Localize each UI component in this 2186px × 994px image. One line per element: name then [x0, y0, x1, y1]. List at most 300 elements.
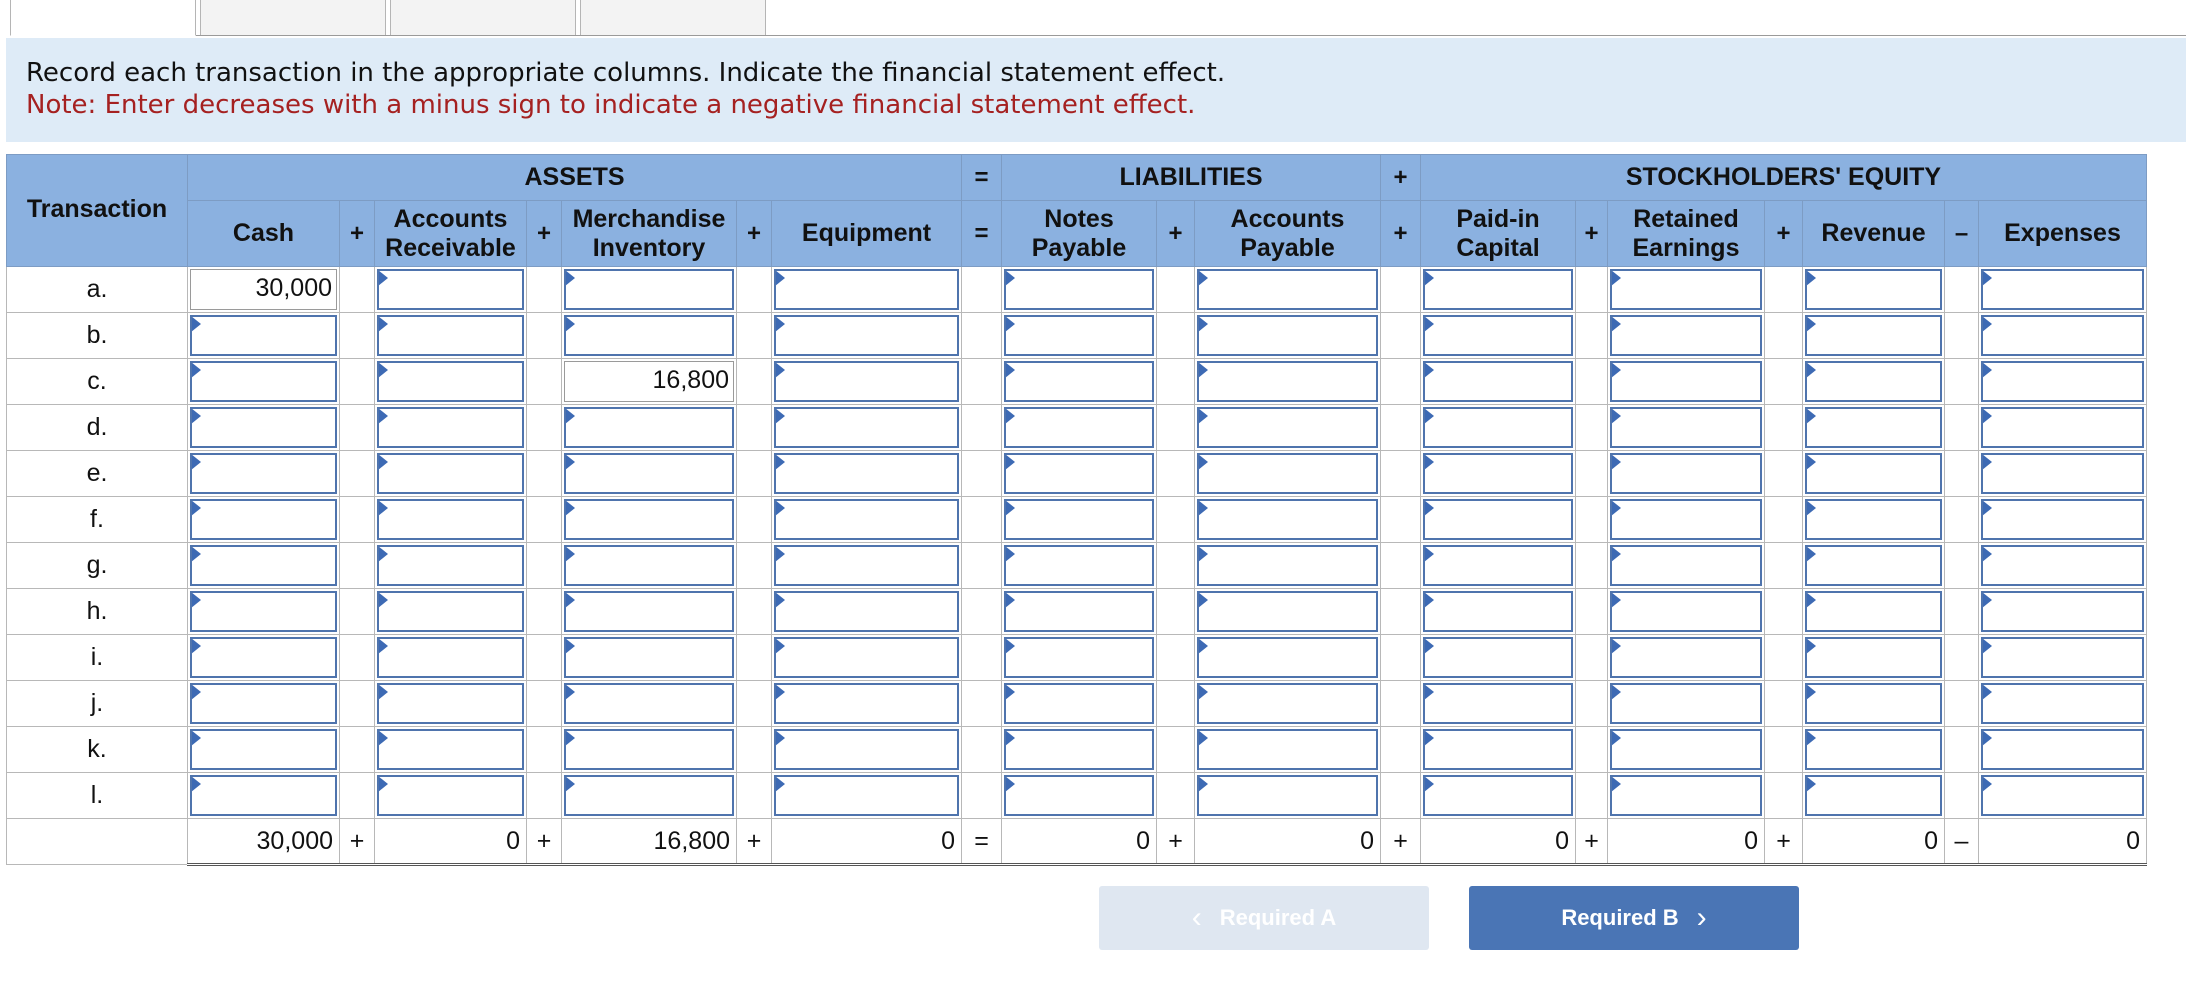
total-value: 30,000	[188, 819, 340, 865]
operator-spacer	[1945, 773, 1979, 819]
operator-spacer	[527, 497, 562, 543]
amount-input[interactable]	[190, 683, 337, 724]
assets-header: ASSETS	[188, 155, 962, 201]
col-op-1: +	[340, 201, 375, 267]
operator-spacer	[1381, 497, 1421, 543]
amount-input[interactable]	[1805, 361, 1942, 402]
amount-input[interactable]	[1805, 729, 1942, 770]
amount-input[interactable]	[1197, 591, 1378, 632]
amount-input[interactable]	[190, 269, 337, 310]
operator-spacer	[962, 451, 1002, 497]
amount-input[interactable]	[1610, 453, 1762, 494]
entry-cell	[562, 543, 737, 589]
input-marker-icon	[1806, 362, 1816, 378]
amount-input[interactable]	[1981, 591, 2144, 632]
operator-spacer	[1381, 681, 1421, 727]
amount-input[interactable]	[1004, 775, 1154, 816]
operator-spacer	[737, 497, 772, 543]
entry-cell	[1195, 267, 1381, 313]
col-op-6: +	[1381, 201, 1421, 267]
operator-spacer	[962, 681, 1002, 727]
instructions-text: Record each transaction in the appropriate columns. Indicate the financial statement effect.	[26, 58, 1226, 88]
entry-cell	[1002, 451, 1157, 497]
amount-input[interactable]	[1981, 729, 2144, 770]
table-row	[7, 773, 2147, 819]
input-marker-icon	[1005, 730, 1015, 746]
tab-required-d[interactable]	[580, 0, 766, 36]
transaction-label: e.	[7, 451, 188, 497]
input-marker-icon	[191, 776, 201, 792]
amount-input[interactable]	[377, 315, 524, 356]
entry-cell	[375, 773, 527, 819]
amount-input[interactable]	[564, 269, 734, 310]
amount-input[interactable]	[1423, 545, 1573, 586]
operator-spacer	[962, 773, 1002, 819]
amount-input[interactable]	[1004, 453, 1154, 494]
amount-input[interactable]	[1004, 637, 1154, 678]
operator-spacer	[1381, 451, 1421, 497]
amount-input[interactable]	[774, 729, 959, 770]
amount-input[interactable]	[1423, 591, 1573, 632]
input-marker-icon	[1198, 454, 1208, 470]
amount-input[interactable]	[1981, 637, 2144, 678]
entry-cell	[375, 543, 527, 589]
input-marker-icon	[1982, 362, 1992, 378]
amount-input[interactable]	[1197, 637, 1378, 678]
col-equipment: Equipment	[772, 201, 962, 267]
input-marker-icon	[1424, 362, 1434, 378]
col-op-4: =	[962, 201, 1002, 267]
operator-spacer	[340, 635, 375, 681]
amount-input[interactable]	[1197, 269, 1378, 310]
operator-spacer	[962, 543, 1002, 589]
entry-cell	[772, 773, 962, 819]
transaction-header: Transaction	[7, 155, 188, 267]
operator-spacer	[962, 405, 1002, 451]
amount-input[interactable]	[1610, 637, 1762, 678]
input-marker-icon	[1198, 592, 1208, 608]
col-accounts-receivable: Accounts Receivable	[375, 201, 527, 267]
tab-required-c[interactable]	[390, 0, 576, 36]
entry-cell	[375, 313, 527, 359]
operator-spacer	[1945, 359, 1979, 405]
entry-cell	[1979, 681, 2147, 727]
operator-spacer	[737, 543, 772, 589]
liabilities-header: LIABILITIES	[1002, 155, 1381, 201]
table-row	[7, 405, 2147, 451]
amount-input[interactable]	[774, 591, 959, 632]
amount-input[interactable]	[1197, 315, 1378, 356]
input-marker-icon	[1198, 730, 1208, 746]
amount-input[interactable]	[774, 637, 959, 678]
input-marker-icon	[1611, 362, 1621, 378]
input-marker-icon	[1982, 638, 1992, 654]
amount-input[interactable]	[1610, 591, 1762, 632]
amount-input[interactable]	[1981, 775, 2144, 816]
input-marker-icon	[1424, 316, 1434, 332]
entry-cell	[1979, 313, 2147, 359]
operator-spacer	[1381, 313, 1421, 359]
operator-spacer	[1157, 497, 1195, 543]
input-marker-icon	[378, 270, 388, 286]
input-marker-icon	[191, 362, 201, 378]
amount-input[interactable]	[774, 361, 959, 402]
entry-cell	[772, 313, 962, 359]
col-cash: Cash	[188, 201, 340, 267]
input-marker-icon	[191, 546, 201, 562]
entry-cell	[1979, 405, 2147, 451]
operator-spacer	[1945, 451, 1979, 497]
input-marker-icon	[1611, 316, 1621, 332]
amount-input[interactable]	[1805, 591, 1942, 632]
input-marker-icon	[191, 638, 201, 654]
amount-input[interactable]	[377, 361, 524, 402]
amount-input[interactable]	[1423, 315, 1573, 356]
input-marker-icon	[565, 730, 575, 746]
entry-cell	[562, 727, 737, 773]
operator-spacer	[527, 405, 562, 451]
amount-input[interactable]	[1610, 315, 1762, 356]
col-expenses: Expenses	[1979, 201, 2147, 267]
operator-spacer	[1576, 681, 1608, 727]
amount-input[interactable]	[1423, 407, 1573, 448]
input-marker-icon	[1424, 684, 1434, 700]
input-marker-icon	[1005, 408, 1015, 424]
table-row	[7, 451, 2147, 497]
input-marker-icon	[1005, 776, 1015, 792]
operator-spacer	[1381, 405, 1421, 451]
amount-input[interactable]	[190, 545, 337, 586]
operator-spacer	[527, 681, 562, 727]
entry-cell	[1195, 497, 1381, 543]
amount-input[interactable]	[1197, 775, 1378, 816]
input-marker-icon	[565, 270, 575, 286]
operator-spacer	[1381, 359, 1421, 405]
operator-spacer	[1576, 727, 1608, 773]
total-operator: +	[1157, 819, 1195, 865]
entry-cell	[375, 635, 527, 681]
operator-spacer	[737, 773, 772, 819]
amount-input[interactable]	[1423, 775, 1573, 816]
total-value: 0	[1803, 819, 1945, 865]
amount-input[interactable]	[1610, 729, 1762, 770]
amount-input[interactable]	[377, 775, 524, 816]
amount-input[interactable]	[1004, 545, 1154, 586]
amount-input[interactable]	[564, 683, 734, 724]
amount-input[interactable]	[774, 315, 959, 356]
amount-input[interactable]	[1805, 453, 1942, 494]
amount-input[interactable]	[1423, 683, 1573, 724]
operator-spacer	[1576, 405, 1608, 451]
entry-cell	[1979, 773, 2147, 819]
input-marker-icon	[191, 592, 201, 608]
operator-spacer	[737, 681, 772, 727]
operator-spacer	[737, 635, 772, 681]
input-marker-icon	[1005, 638, 1015, 654]
transaction-grid	[6, 154, 2147, 866]
amount-input[interactable]	[564, 453, 734, 494]
entry-cell	[562, 405, 737, 451]
operator-spacer	[1381, 635, 1421, 681]
transaction-label: k.	[7, 727, 188, 773]
entry-cell	[562, 635, 737, 681]
amount-input[interactable]	[1610, 361, 1762, 402]
entry-cell	[1803, 267, 1945, 313]
amount-input[interactable]	[1610, 775, 1762, 816]
entry-cell	[1803, 543, 1945, 589]
operator-spacer	[1157, 635, 1195, 681]
amount-input[interactable]	[190, 361, 337, 402]
input-marker-icon	[1982, 730, 1992, 746]
input-marker-icon	[191, 500, 201, 516]
input-marker-icon	[191, 454, 201, 470]
amount-input[interactable]	[1004, 591, 1154, 632]
amount-input[interactable]	[1004, 499, 1154, 540]
amount-input[interactable]	[1981, 315, 2144, 356]
transaction-label: a.	[7, 267, 188, 313]
transaction-label: l.	[7, 773, 188, 819]
amount-input[interactable]	[1004, 407, 1154, 448]
amount-input[interactable]	[1981, 269, 2144, 310]
amount-input[interactable]	[377, 591, 524, 632]
next-required-button[interactable]	[1469, 886, 1799, 950]
amount-input[interactable]	[564, 407, 734, 448]
input-marker-icon	[1982, 500, 1992, 516]
amount-input[interactable]	[1197, 407, 1378, 448]
amount-input[interactable]	[774, 407, 959, 448]
input-marker-icon	[1424, 546, 1434, 562]
amount-input[interactable]	[190, 315, 337, 356]
input-marker-icon	[565, 776, 575, 792]
entry-cell	[1421, 635, 1576, 681]
amount-input[interactable]	[1004, 683, 1154, 724]
amount-input[interactable]	[1981, 407, 2144, 448]
operator-spacer	[962, 635, 1002, 681]
amount-input[interactable]	[1197, 361, 1378, 402]
transaction-label: c.	[7, 359, 188, 405]
amount-input[interactable]	[1610, 545, 1762, 586]
operator-spacer	[737, 267, 772, 313]
entry-cell	[1195, 359, 1381, 405]
amount-input[interactable]	[1981, 545, 2144, 586]
input-marker-icon	[1198, 408, 1208, 424]
col-op-8: +	[1765, 201, 1803, 267]
operator-spacer	[527, 267, 562, 313]
operator-spacer	[340, 681, 375, 727]
amount-input[interactable]	[190, 453, 337, 494]
amount-input[interactable]	[1981, 453, 2144, 494]
operator-spacer	[1945, 635, 1979, 681]
entry-cell	[1803, 635, 1945, 681]
col-accounts-payable: Accounts Payable	[1195, 201, 1381, 267]
amount-input[interactable]	[774, 453, 959, 494]
operator-spacer	[1765, 543, 1803, 589]
amount-input[interactable]	[774, 775, 959, 816]
amount-input[interactable]	[564, 591, 734, 632]
amount-input[interactable]	[377, 269, 524, 310]
amount-input[interactable]	[564, 775, 734, 816]
transaction-label: g.	[7, 543, 188, 589]
total-value: 0	[772, 819, 962, 865]
entry-cell	[188, 313, 340, 359]
amount-input[interactable]	[774, 269, 959, 310]
entry-cell	[1421, 727, 1576, 773]
amount-input[interactable]	[377, 637, 524, 678]
amount-input[interactable]	[564, 499, 734, 540]
entry-cell	[1979, 543, 2147, 589]
amount-input[interactable]	[1423, 729, 1573, 770]
amount-input[interactable]	[1004, 269, 1154, 310]
total-operator: +	[1381, 819, 1421, 865]
total-operator: –	[1945, 819, 1979, 865]
input-marker-icon	[378, 362, 388, 378]
operator-spacer	[1765, 635, 1803, 681]
input-marker-icon	[378, 776, 388, 792]
amount-input[interactable]	[1610, 499, 1762, 540]
amount-input[interactable]	[1805, 407, 1942, 448]
amount-input[interactable]	[190, 637, 337, 678]
amount-input[interactable]	[190, 591, 337, 632]
entry-cell	[772, 681, 962, 727]
amount-input[interactable]	[377, 407, 524, 448]
entry-cell	[375, 497, 527, 543]
operator-spacer	[737, 451, 772, 497]
operator-spacer	[527, 773, 562, 819]
prev-required-button[interactable]	[1099, 886, 1429, 950]
input-marker-icon	[1806, 638, 1816, 654]
amount-input[interactable]	[1981, 683, 2144, 724]
entry-cell	[1421, 773, 1576, 819]
input-marker-icon	[1005, 592, 1015, 608]
entry-cell	[188, 359, 340, 405]
entry-cell	[1195, 313, 1381, 359]
amount-input[interactable]	[1423, 453, 1573, 494]
total-value: 0	[1421, 819, 1576, 865]
entry-cell	[562, 589, 737, 635]
entry-cell	[1421, 681, 1576, 727]
total-operator: +	[340, 819, 375, 865]
equity-header: STOCKHOLDERS' EQUITY	[1421, 155, 2147, 201]
amount-input[interactable]	[1197, 499, 1378, 540]
amount-input[interactable]	[377, 545, 524, 586]
amount-input[interactable]	[1004, 315, 1154, 356]
amount-input[interactable]	[1805, 315, 1942, 356]
amount-input[interactable]	[377, 499, 524, 540]
entry-cell	[562, 497, 737, 543]
amount-input[interactable]	[1197, 729, 1378, 770]
amount-input[interactable]	[1610, 407, 1762, 448]
amount-input[interactable]	[1004, 361, 1154, 402]
amount-input[interactable]	[1423, 637, 1573, 678]
entry-cell	[1002, 589, 1157, 635]
operator-spacer	[1381, 727, 1421, 773]
amount-input[interactable]	[377, 453, 524, 494]
entry-cell	[772, 405, 962, 451]
amount-input[interactable]	[1805, 637, 1942, 678]
operator-spacer	[1576, 589, 1608, 635]
amount-input[interactable]	[774, 499, 959, 540]
amount-input[interactable]	[564, 637, 734, 678]
amount-input[interactable]	[377, 729, 524, 770]
entry-cell	[1979, 359, 2147, 405]
tab-required-b[interactable]	[200, 0, 386, 36]
amount-input[interactable]	[1805, 545, 1942, 586]
amount-input[interactable]	[564, 361, 734, 402]
col-op-7: +	[1576, 201, 1608, 267]
amount-input[interactable]	[190, 775, 337, 816]
amount-input[interactable]	[1981, 499, 2144, 540]
entry-cell	[1002, 681, 1157, 727]
amount-input[interactable]	[1423, 361, 1573, 402]
amount-input[interactable]	[377, 683, 524, 724]
input-marker-icon	[1424, 638, 1434, 654]
amount-input[interactable]	[774, 545, 959, 586]
input-marker-icon	[1198, 270, 1208, 286]
entry-cell	[1421, 359, 1576, 405]
table-row	[7, 267, 2147, 313]
operator-spacer	[527, 543, 562, 589]
entry-cell	[1803, 773, 1945, 819]
operator-spacer	[962, 589, 1002, 635]
input-marker-icon	[1806, 684, 1816, 700]
amount-input[interactable]	[564, 729, 734, 770]
amount-input[interactable]	[1805, 775, 1942, 816]
amount-input[interactable]	[1004, 729, 1154, 770]
operator-spacer	[1576, 773, 1608, 819]
input-marker-icon	[1806, 730, 1816, 746]
table-row	[7, 589, 2147, 635]
amount-input[interactable]	[564, 315, 734, 356]
entry-cell	[772, 451, 962, 497]
entry-cell	[1803, 727, 1945, 773]
amount-input[interactable]	[1805, 683, 1942, 724]
entry-cell	[1002, 543, 1157, 589]
amount-input[interactable]	[774, 683, 959, 724]
amount-input[interactable]	[1197, 453, 1378, 494]
entry-cell	[1195, 727, 1381, 773]
amount-input[interactable]	[190, 729, 337, 770]
col-notes-payable: Notes Payable	[1002, 201, 1157, 267]
operator-spacer	[1945, 543, 1979, 589]
totals-row	[7, 819, 2147, 865]
amount-input[interactable]	[190, 499, 337, 540]
operator-spacer	[1381, 543, 1421, 589]
entry-cell	[1608, 773, 1765, 819]
entry-cell	[562, 451, 737, 497]
amount-input[interactable]	[564, 545, 734, 586]
amount-input[interactable]	[1423, 269, 1573, 310]
amount-input[interactable]	[1805, 269, 1942, 310]
operator-spacer	[962, 313, 1002, 359]
amount-input[interactable]	[1423, 499, 1573, 540]
total-value: 0	[375, 819, 527, 865]
amount-input[interactable]	[1610, 269, 1762, 310]
total-operator: =	[962, 819, 1002, 865]
amount-input[interactable]	[1197, 545, 1378, 586]
amount-input[interactable]	[1805, 499, 1942, 540]
amount-input[interactable]	[1197, 683, 1378, 724]
amount-input[interactable]	[1981, 361, 2144, 402]
amount-input[interactable]	[1610, 683, 1762, 724]
entry-cell	[188, 589, 340, 635]
tab-required-a[interactable]	[10, 0, 196, 36]
input-marker-icon	[775, 684, 785, 700]
input-marker-icon	[1424, 454, 1434, 470]
amount-input[interactable]	[190, 407, 337, 448]
entry-cell	[1195, 635, 1381, 681]
operator-spacer	[1157, 773, 1195, 819]
entry-cell	[1195, 451, 1381, 497]
